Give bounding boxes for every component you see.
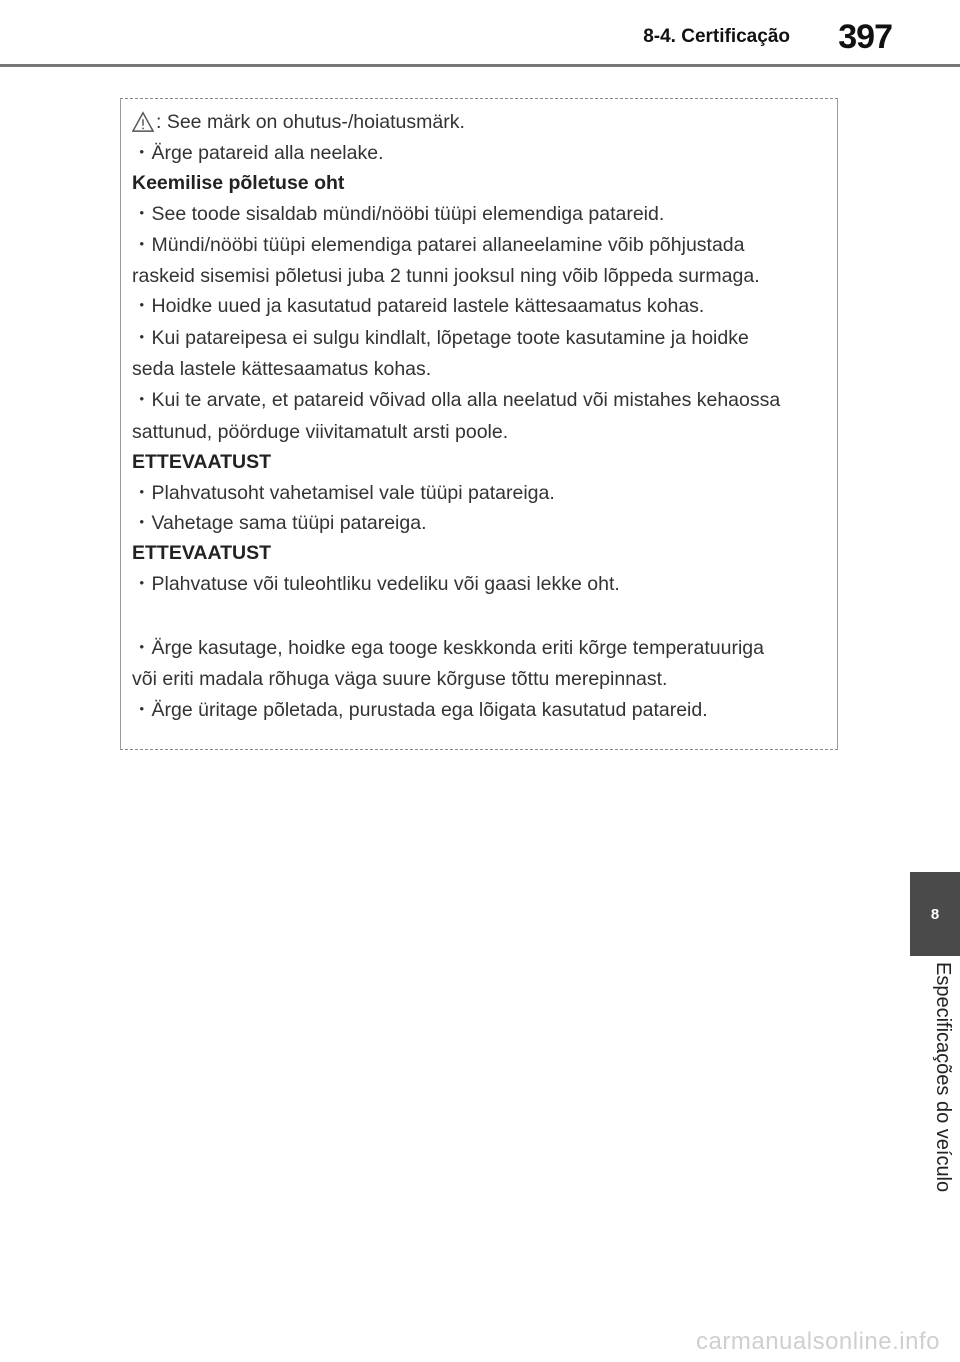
notice-line: ・Hoidke uued ja kasutatud patareid lastele kättesaamatus kohas. <box>132 295 705 317</box>
page-number: 397 <box>838 18 892 56</box>
chapter-tab <box>910 872 960 956</box>
chapter-number: 8 <box>930 905 940 923</box>
section-title: 8-4. Certificação <box>643 26 790 47</box>
notice-line: ・Ärge üritage põletada, purustada ega lõigata kasutatud patareid. <box>132 699 708 721</box>
notice-line: ・Ärge kasutage, hoidke ega tooge keskkonda eriti kõrge temperatuuriga <box>132 637 764 659</box>
chapter-label: Especificações do veículo <box>932 962 954 1193</box>
notice-line: ・Kui te arvate, et patareid võivad olla alla neelatud või mistahes kehaossa <box>132 389 781 411</box>
notice-line: ・Kui patareipesa ei sulgu kindlalt, lõpetage toote kasutamine ja hoidke <box>132 327 749 349</box>
notice-heading: ETTEVAATUST <box>132 451 272 473</box>
notice-heading: ETTEVAATUST <box>132 542 272 564</box>
watermark: carmanualsonline.info <box>696 1328 940 1355</box>
notice-line: ・Plahvatusoht vahetamisel vale tüüpi patareiga. <box>132 482 555 504</box>
notice-line: ・Ärge patareid alla neelake. <box>132 142 384 164</box>
notice-line: ・Vahetage sama tüüpi patareiga. <box>132 512 427 534</box>
warning-mark-text: : See märk on ohutus-/hoiatusmärk. <box>156 111 465 133</box>
notice-line: ・See toode sisaldab mündi/nööbi tüüpi elemendiga patareid. <box>132 203 665 225</box>
notice-line: seda lastele kättesaamatus kohas. <box>132 358 432 380</box>
notice-line: raskeid sisemisi põletusi juba 2 tunni jooksul ning võib lõppeda surmaga. <box>132 265 760 287</box>
warning-triangle-icon <box>132 111 154 133</box>
notice-line: või eriti madala rõhuga väga suure kõrguse tõttu merepinnast. <box>132 668 668 690</box>
notice-line: ・Mündi/nööbi tüüpi elemendiga patarei allaneelamine võib põhjustada <box>132 234 745 256</box>
header-divider <box>0 64 960 67</box>
notice-line: sattunud, pöörduge viivitamatult arsti poole. <box>132 421 509 443</box>
page-header <box>0 0 960 70</box>
warning-mark-line <box>132 110 465 134</box>
notice-line: ・Plahvatuse või tuleohtliku vedeliku või gaasi lekke oht. <box>132 573 620 595</box>
notice-heading: Keemilise põletuse oht <box>132 172 345 194</box>
